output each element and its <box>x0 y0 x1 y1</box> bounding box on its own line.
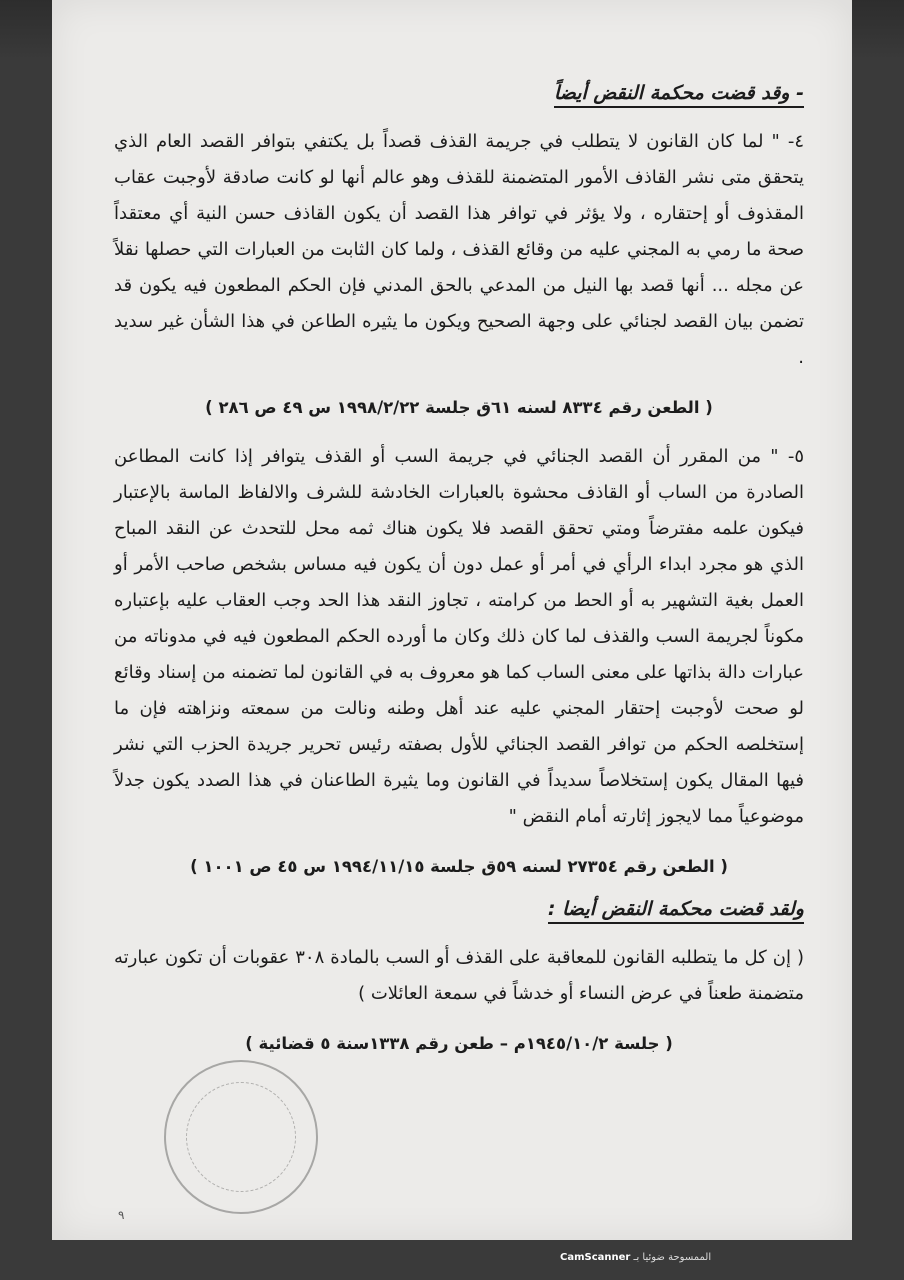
document-body <box>114 70 804 1075</box>
ruling-citation-3: ( جلسة ١٩٤٥/١٠/٢م – طعن رقم ١٣٣٨سنة ٥ قضائية ) <box>245 1034 673 1053</box>
scanner-footer <box>560 1252 711 1263</box>
stamp-seal <box>164 1060 318 1214</box>
section-heading-2 <box>114 898 804 920</box>
document-page <box>52 0 852 1240</box>
section-heading-1-text: - وقد قضت محكمة النقض أيضاً <box>554 82 804 108</box>
section-heading-2-text: ولقد قضت محكمة النقض أيضا : <box>548 898 804 924</box>
section-heading-1 <box>114 82 804 104</box>
paragraph-5: ٥- " من المقرر أن القصد الجنائي في جريمة السب أو القذف يتوافر إذا كانت المطاعن الصادرة من الساب أو القاذف محشوة بالعبارات الخادشة للشرف والالفاظ الماسة بالإعتبار فيكون علمه مفترضاً ومتي تحقق القصد فلا يكون هناك ثمه محل للتحدث عن النقد المباح الذي هو مجرد ابداء الرأي في أمر أو عمل دون أن يكون فيه مساس بشخص صاحب الأمر أو العمل بغية التشهير به أو الحط من كرامته ، تجاوز النقد هذا الحد وجب العقاب عليه بإعتباره مكوناً لجريمة السب والقذف لما كان ذلك وكان ما أورده الحكم المطعون فيه في مدوناته من عبارات دالة بذاتها على معنى الساب كما هو معروف به في القانون لما تضمنه من إسناد وقائع لو صحت لأوجبت إحتقار المجني عليه عند أهل وطنه ونالت من سمعته ونزاهته فإن ما إستخلصه الحكم من توافر القصد الجنائي للأول بصفته رئيس تحرير جريدة الحزب التي نشر فيها المقال يكون إستخلاصاً سديداً في القانون وما يثيرة الطاعنان في هذا الصدد يكون جدلاً موضوعياً مما لايجوز إثارته أمام النقض " <box>114 446 804 827</box>
paragraph-4: ٤- " لما كان القانون لا يتطلب في جريمة القذف قصداً بل يكتفي بتوافر القصد العام الذي يتحقق متى نشر القاذف الأمور المتضمنة للقذف وهو عالم أنها لو كانت صادقة لأوجبت عقاب المقذوف أو إحتقاره ، ولا يؤثر في توافر هذا القصد أن يكون القاذف حسن النية أي معتقداً صحة ما رمي به المجني عليه من وقائع القذف ، ولما كان الثابت من العبارات التي حصلها نقلاً عن مجله ... أنها قصد بها النيل من المدعي بالحق المدني فإن الحكم المطعون فيه يكون قد تضمن بيان القصد لجنائي على وجهة الصحيح ويكون ما يثيره الطاعن في هذا الشأن غير سديد . <box>114 131 804 368</box>
footer-brand: CamScanner <box>560 1252 631 1263</box>
ruling-citation-2: ( الطعن رقم ٢٧٣٥٤ لسنه ٥٩ق جلسة ١٩٩٤/١١/١٥ س ٤٥ ص ١٠٠١ ) <box>190 857 728 876</box>
page-number: ٩ <box>118 1208 125 1222</box>
footer-label: الممسوحة ضوئيا بـ <box>633 1252 712 1263</box>
paragraph-6: ( إن كل ما يتطلبه القانون للمعاقبة على القذف أو السب بالمادة ٣٠٨ عقوبات أن تكون عبارته متضمنة طعناً في عرض النساء أو خدشاً في سمعة العائلات ) <box>114 947 804 1004</box>
ruling-citation-1: ( الطعن رقم ٨٣٣٤ لسنه ٦١ق جلسة ١٩٩٨/٢/٢٢ س ٤٩ ص ٢٨٦ ) <box>205 398 713 417</box>
